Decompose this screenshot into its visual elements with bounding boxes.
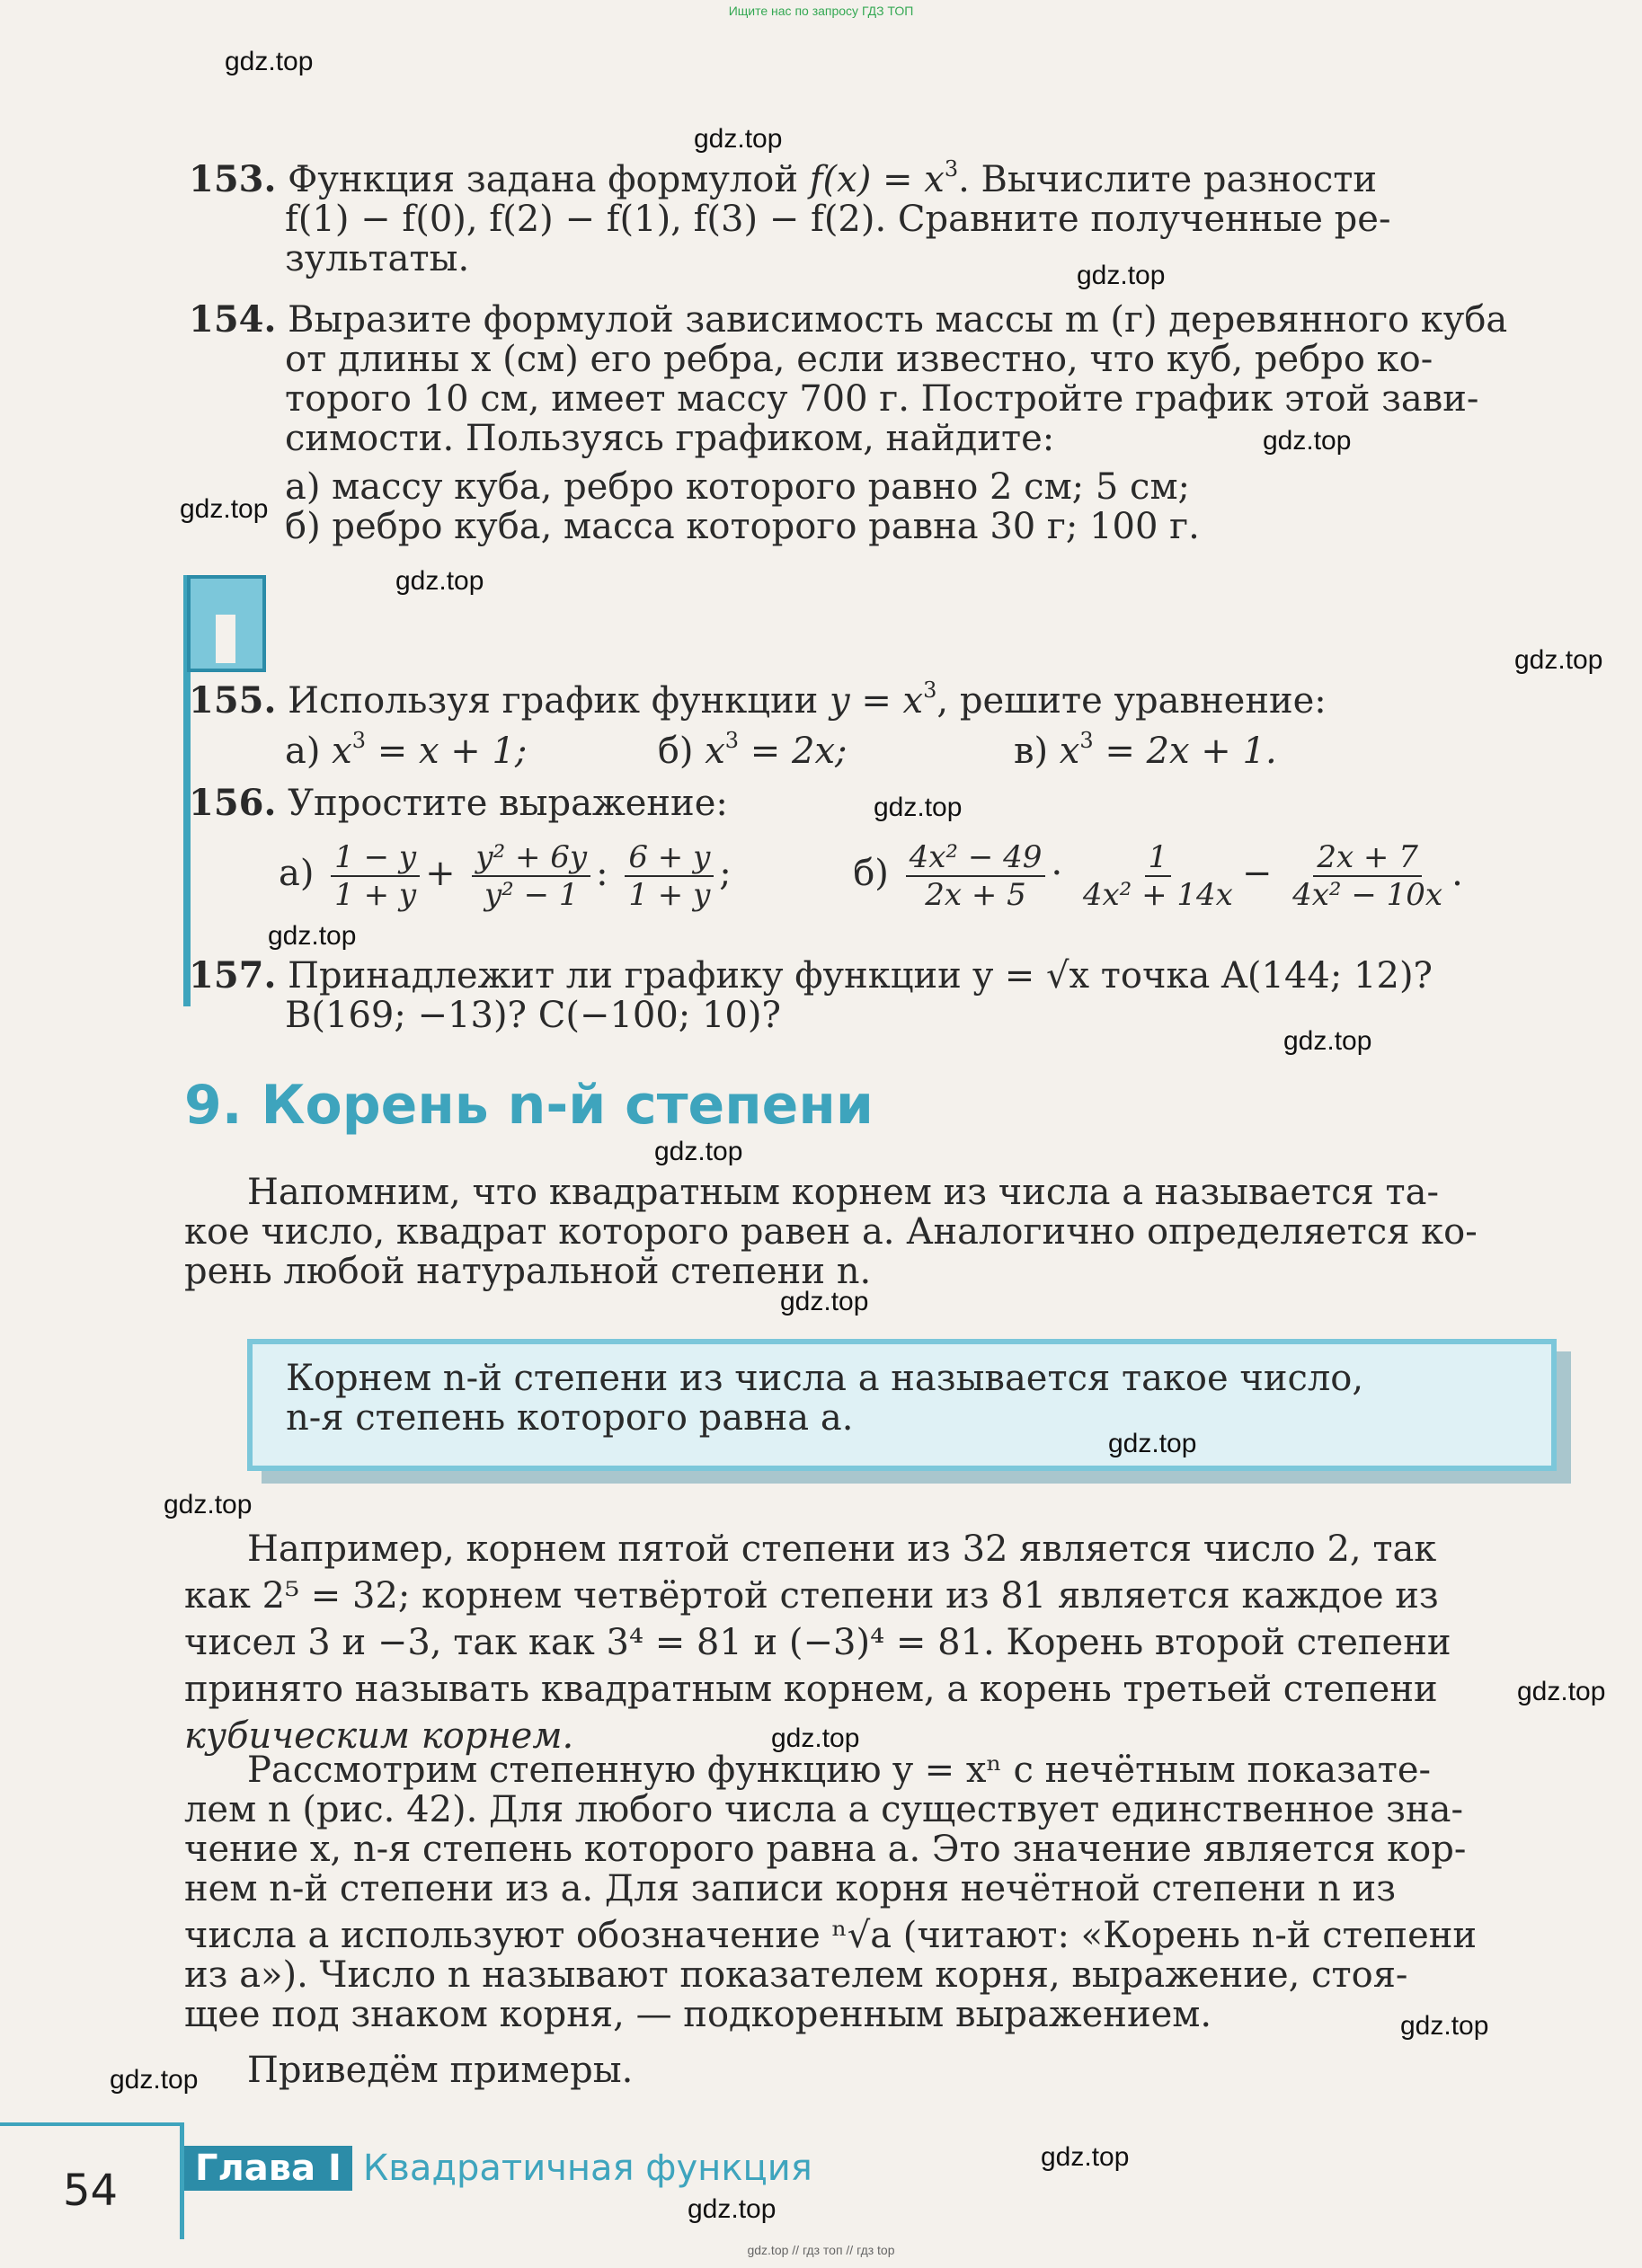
watermark: gdz.top: [110, 2065, 199, 2095]
intro-paragraph: [184, 1173, 1564, 1291]
line: как 2⁵ = 32; корнем четвёртой степени из 81 является каждое из: [184, 1575, 1439, 1617]
item-label: а): [279, 853, 315, 894]
watermark: gdz.top: [654, 1137, 743, 1166]
section-title: [184, 1074, 874, 1137]
line: симости. Пользуясь графиком, найдите:: [285, 418, 1055, 459]
line: щее под знаком корня, — подкоренным выражением.: [184, 1994, 1212, 2035]
section-number: 9.: [184, 1074, 243, 1137]
watermark: gdz.top: [1514, 645, 1603, 675]
watermark: gdz.top: [688, 2194, 777, 2224]
exercise-number: 157.: [189, 954, 277, 997]
top-note: Ищите нас по запросу ГДЗ ТОП: [728, 4, 914, 18]
fraction: $\frac{1 - y}{1 + y}$: [331, 839, 420, 913]
line: кое число, квадрат которого равен a. Аналогично определяется ко-: [184, 1211, 1478, 1253]
watermark: gdz.top: [1517, 1677, 1606, 1706]
text: Используя график функции: [288, 680, 819, 722]
chapter-name: Квадратичная функция: [362, 2148, 812, 2189]
formula: y = x: [830, 680, 924, 722]
line: n-я степень которого равна a.: [286, 1397, 854, 1439]
watermark: gdz.top: [1283, 1026, 1372, 1056]
line: Выразите формулой зависимость массы m (г) деревянного куба: [288, 299, 1508, 341]
line: торого 10 см, имеет массу 700 г. Постройте график этой зави-: [285, 378, 1479, 420]
watermark: gdz.top: [780, 1287, 869, 1316]
formula: f(x) = x: [809, 159, 945, 200]
item-label: в): [1013, 731, 1049, 772]
line: нем n-й степени из a. Для записи корня нечётной степени n из: [184, 1868, 1397, 1909]
line: зультаты.: [285, 238, 470, 279]
exercise-155: [189, 678, 1573, 772]
line: Рассмотрим степенную функцию y = xⁿ с нечётным показате-: [247, 1750, 1432, 1791]
formula: = 2x + 1.: [1093, 731, 1277, 772]
line: Напомним, что квадратным корнем из числа a называется та-: [247, 1172, 1439, 1213]
line: B(169; −13)? C(−100; 10)?: [285, 995, 781, 1036]
exercise-number: 153.: [189, 158, 277, 200]
section-heading: Корень n-й степени: [261, 1074, 874, 1137]
formula: = x + 1;: [366, 731, 528, 772]
watermark: gdz.top: [1108, 1429, 1197, 1458]
paragraph-examples-intro: Приведём примеры.: [247, 2050, 634, 2091]
line: рень любой натуральной степени n.: [184, 1251, 872, 1292]
text: . Вычислите разности: [958, 159, 1378, 200]
line: принято называть квадратным корнем, а корень третьей степени: [184, 1669, 1438, 1710]
item-label: а): [285, 731, 321, 772]
line: Принадлежит ли графику функции y = √x точка A(144; 12)?: [288, 955, 1433, 997]
watermark: gdz.top: [180, 494, 269, 524]
line: чение x, n-я степень которого равна a. Это значение является кор-: [184, 1829, 1467, 1870]
exponent: 3: [944, 156, 959, 182]
exercise-number: 154.: [189, 298, 277, 341]
watermark: gdz.top: [771, 1723, 860, 1753]
watermark: gdz.top: [1077, 261, 1166, 290]
text: , решите уравнение:: [936, 680, 1327, 722]
line: от длины x (см) его ребра, если известно, что куб, ребро ко-: [285, 339, 1433, 380]
watermark: gdz.top: [1041, 2142, 1130, 2172]
watermark: gdz.top: [164, 1490, 253, 1519]
paragraph-power-function: [184, 1750, 1564, 2034]
line: числа a используют обозначение ⁿ√a (читают: «Корень n-й степени: [184, 1915, 1478, 1956]
text: Упростите выражение:: [288, 783, 728, 824]
exponent: 3: [1079, 728, 1094, 754]
formula: x: [1059, 731, 1080, 772]
exercise-156: 156. Упростите выражение: а) $\frac{1 - y}{1 + y}$ + $\frac{\text{y² + 6y}}{\text{y² − 1}}$ : $\frac{6 + y}{1 + y}$ ; б) $\frac{\text{4x² − 49}}{2x + 5}$ · $\frac{1}{\text{4x² + 14x}}$ − $\frac{2x + 7}{\text{4x² − 10x}}$ .: [189, 782, 1463, 913]
fraction: $\frac{1}{\text{4x² + 14x}}$: [1082, 839, 1233, 913]
chapter-tag: Глава I: [184, 2146, 352, 2191]
fraction: $\frac{6 + y}{1 + y}$: [625, 839, 714, 913]
watermark: gdz.top: [874, 793, 963, 822]
bottom-note: gdz.top // гдз топ // гдз top: [747, 2243, 895, 2257]
fraction: $\frac{2x + 7}{\text{4x² − 10x}}$: [1292, 839, 1443, 913]
item-b: б) ребро куба, масса которого равна 30 г; 100 г.: [285, 506, 1200, 547]
exercise-154: [189, 300, 1573, 546]
line: кубическим корнем.: [184, 1715, 574, 1757]
watermark: gdz.top: [395, 566, 484, 596]
item-label: б): [853, 853, 889, 894]
formula: x: [332, 731, 352, 772]
watermark: gdz.top: [694, 124, 783, 154]
fraction: $\frac{\text{4x² − 49}}{2x + 5}$: [906, 839, 1046, 913]
footer-line: [0, 2122, 184, 2126]
watermark: gdz.top: [225, 47, 314, 76]
paragraph-example: [184, 1526, 1564, 1759]
text: Функция задана формулой: [288, 159, 799, 200]
item-a: а) массу куба, ребро которого равно 2 см; 5 см;: [285, 466, 1191, 508]
exercise-number: 155.: [189, 679, 277, 722]
formula: x: [705, 731, 725, 772]
exponent: 3: [351, 728, 367, 754]
exponent: 3: [923, 678, 937, 704]
formula: = 2x;: [739, 731, 848, 772]
line: f(1) − f(0), f(2) − f(1), f(3) − f(2). Сравните полученные ре-: [285, 199, 1391, 240]
fraction: $\frac{\text{y² + 6y}}{\text{y² − 1}}$: [472, 839, 590, 913]
watermark: gdz.top: [1263, 426, 1352, 456]
watermark: gdz.top: [268, 921, 357, 951]
exercise-number: 156.: [189, 782, 277, 824]
advanced-level-marker: [187, 575, 266, 672]
definition-text: [286, 1359, 1508, 1438]
line: Корнем n-й степени из числа a называется такое число,: [286, 1358, 1364, 1399]
exercise-157: [189, 956, 1573, 1035]
watermark: gdz.top: [1400, 2011, 1489, 2041]
item-label: б): [657, 731, 694, 772]
exercise-153: [189, 156, 1573, 279]
line: чисел 3 и −3, так как 3⁴ = 81 и (−3)⁴ = 81. Корень второй степени: [184, 1622, 1451, 1663]
line: Например, корнем пятой степени из 32 является число 2, так: [247, 1528, 1437, 1570]
line: из a»). Число n называют показателем корня, выражение, стоя-: [184, 1954, 1408, 1996]
page-number: 54: [63, 2166, 119, 2216]
line: лем n (рис. 42). Для любого числа a существует единственное зна-: [184, 1789, 1463, 1830]
exponent: 3: [724, 728, 740, 754]
chapter-footer: [184, 2148, 812, 2189]
